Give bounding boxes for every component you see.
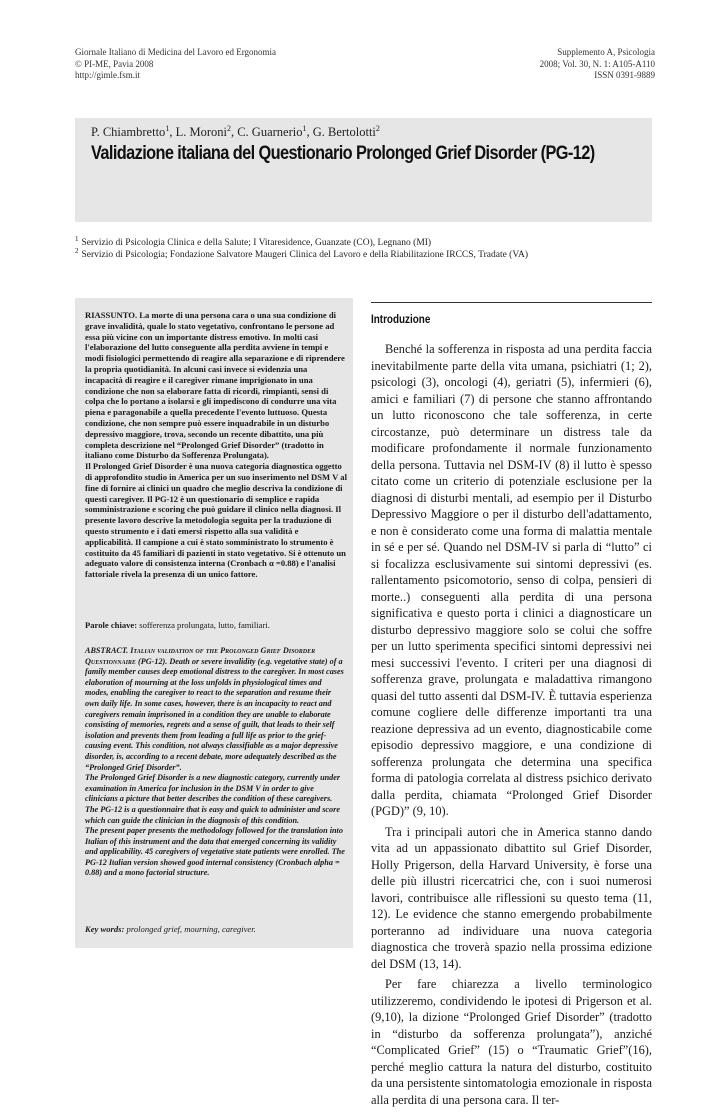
- riassunto-paragraph: RIASSUNTO. La morte di una persona cara o una sua condizione di grave invalidità, quale lo stato vegetativo, confrontano le persone ad essa più vicine con un importante distress emotivo. In molti casi l'elaborazione del lutto conseguente alla perdita avviene in tempi e modi fisiologici permettendo di reagire alla separazione e di riprendere la propria quotidianità. In alcuni casi invece si evidenzia una incapacità di reagire e il caregiver rimane imprigionato in una condizione che non sa elaborare fatta di ricordi, rimpianti, sensi di colpa che lo portano a isolarsi e gli impediscono di condurre una vita piena e paragonabile a quella precedente l'evento luttuoso. Questa condizione, che non sempre può essere inquadrabile in un disturbo depressivo maggiore, trova, secondo un recente dibattito, una più completa descrizione nel “Prolonged Grief Disorder” (tradotto in italiano come Disturbo da Sofferenza Prolungata).: [85, 310, 345, 461]
- journal-url: http://gimle.fsm.it: [75, 70, 140, 80]
- author-name: , C. Guarnerio: [230, 125, 303, 140]
- paper-title: Validazione italiana del Questionario Prolonged Grief Disorder (PG-12): [91, 143, 595, 164]
- affiliation-number: 1: [75, 235, 79, 243]
- issue-issn: ISSN 0391-9889: [594, 70, 655, 80]
- abstract-english: [85, 646, 347, 879]
- author-affil-ref: 2: [226, 124, 231, 133]
- abstract-label: ABSTRACT.: [85, 646, 129, 655]
- key-words: [85, 924, 347, 935]
- key-words-label: Key words:: [85, 924, 125, 934]
- abstract-title: Italian validation of the Prolonged Grief Disorder Questionnaire: [85, 646, 316, 666]
- parole-chiave-label: Parole chiave:: [85, 620, 138, 630]
- abstract-paragraph: The present paper presents the methodology followed for the translation into Italian of this instrument and the data that emerged concerning its validity and applicability. 45 caregivers of vegetative state patients were enrolled. The PG-12 Italian version showed good internal consistency (Cronbach alpha = 0.88) and a mono factorial structure.: [85, 826, 345, 878]
- author-affil-ref: 1: [165, 124, 170, 133]
- section-heading: Introduzione: [371, 314, 431, 326]
- title-block: [75, 118, 652, 222]
- issue-header: [540, 47, 655, 82]
- author-affil-ref: 1: [302, 124, 307, 133]
- issue-supplement: Supplemento A, Psicologia: [557, 47, 655, 57]
- parole-chiave-text: sofferenza prolungata, lutto, familiari.: [137, 620, 270, 630]
- author-name: , G. Bertolotti: [306, 125, 376, 140]
- abstract-title-suffix: (PG-12).: [135, 656, 168, 666]
- body-paragraph: Benché la sofferenza in risposta ad una perdita faccia inevitabilmente parte della vita umana, psichiatri (1; 2), psicologi (3), oncologi (4), geriatri (5), infermieri (6), amici e familiari (7) di persone che stanno affrontando un lutto riconoscono che tale sofferenza, in certe circostanze, può determinare un distress tale da modificare profondamente il normale funzionamento della persona. Tuttavia nel DSM-IV (8) il lutto è spesso citato come un criterio di potenziale esclusione per la diagnosi di disturbi mentali, ad esempio per il Disturbo Depressivo Maggiore o per il disturbo dell'adattamento, e non è considerato come una forma di malattia mentale in sé e per sé. Quando nel DSM-IV si parla di “lutto” ci si focalizza esclusivamente sui sintomi depressivi (es. rallentamento psicomotorio, senso di colpa, pensieri di morte..) conseguenti alla perdita di una persona significativa e questo porta i clinici a diagnosticare un disturbo depressivo maggiore solo se colui che soffre per un lutto sperimenta specifici sintomi depressivi nei mesi successivi l'evento. I criteri per una diagnosi di sofferenza grave, prolungata e maladattiva rimangono quasi del tutto assenti dal DSM-IV. È tuttavia esperienza comune cogliere delle differenze importanti tra una reazione depressiva ad un evento, diagnosticabile come episodio depressivo maggiore, e una condizione di sofferenza prolungata che determina una specifica forma di patologia correlata al distress psichico derivato dalla perdita, chiamata “Prolonged Grief Disorder (PGD)” (9, 10).: [371, 342, 652, 818]
- author-name: , L. Moroni: [169, 125, 227, 140]
- affiliation-text: Servizio di Psicologia; Fondazione Salvatore Maugeri Clinica del Lavoro e della Riabilitazione IRCCS, Tradate (VA): [81, 250, 528, 261]
- key-words-text: prolonged grief, mourning, caregiver.: [124, 924, 256, 934]
- issue-volume: 2008; Vol. 30, N. 1: A105-A110: [539, 58, 655, 69]
- riassunto: [85, 310, 347, 580]
- body-paragraph: Per fare chiarezza a livello terminologico utilizzeremo, condividendo le ipotesi di Prigerson et al. (9,10), la dizione “Prolonged Grief Disorder” (tradotto in “disturbo da sofferenza prolungata”), anziché “Complicated Grief” (15) o “Traumatic Grief”(16), perché meglio cattura la natura del disturbo, costituito da una persistente sintomatologia emozionale in risposta alla perdita di una persona cara. Il ter-: [371, 977, 652, 1107]
- abstract-box: [75, 298, 353, 948]
- riassunto-paragraph: Il Prolonged Grief Disorder è una nuova categoria diagnostica oggetto di approfondito studio in America per un suo inserimento nel DSM V al fine di fornire ai clinici un quadro che meglio descriva la condizione di questi caregiver. Il PG-12 è un questionario di semplice e rapida somministrazione e scoring che può guidare il clinico nella diagnosi. Il presente lavoro descrive la metodologia seguita per la traduzione di questo strumento e i dati emersi rispetto alla sua validità e applicabilità. Il campione a cui è stato somministrato lo strumento è costituito da 45 familiari di pazienti in stato vegetativo. Si è ottenuto un adeguato valore di consistenza interna (Cronbach α =0.88) e l'analisi fattoriale rivela la presenza di un unico fattore.: [85, 461, 347, 580]
- abstract-paragraph: The Prolonged Grief Disorder is a new diagnostic category, currently under examination in America for inclusion in the DSM V in order to give clinicians a picture that better describes the condition of these caregivers. The PG-12 is a questionnaire that is easy and quick to administer and score which can guide the clinician in the diagnosis of this condition.: [85, 773, 341, 825]
- journal-name: Giornale Italiano di Medicina del Lavoro ed Ergonomia: [75, 47, 277, 57]
- journal-copyright: © PI-ME, Pavia 2008: [75, 58, 154, 69]
- author-affil-ref: 2: [375, 124, 380, 133]
- author-list: [91, 124, 380, 140]
- affiliation-number: 2: [75, 247, 79, 255]
- author-name: P. Chiambretto: [91, 125, 166, 140]
- journal-header: [75, 47, 276, 82]
- affiliation-text: Servizio di Psicologia Clinica e della Salute; I Vitaresidence, Guanzate (CO), Legnano (MI): [81, 238, 432, 249]
- abstract-paragraph: Death or severe invalidity (e.g. vegetative state) of a family member causes deep emotional distress to the caregiver. In most cases elaboration of mourning at the loss unfolds in physiological times and modes, enabling the caregiver to react to the separation and resume their own daily life. In some cases, however, there is an incapacity to react and caregivers remain imprisoned in a condition they are unable to elaborate consisting of memories, regrets and a sense of guilt, that leads to their self isolation and prevents them from leading a full life as prior to the grief-causing event. This condition, not always classifiable as a major depressive disorder, is, according to a recent debate, more adequately described as the “Prolonged Grief Disorder”.: [85, 656, 344, 772]
- affiliation: [75, 245, 655, 261]
- section-divider: [371, 302, 652, 303]
- body-paragraph: Tra i principali autori che in America stanno dando vita ad un appassionato dibattito sul Grief Disorder, Holly Prigerson, della Harvard University, è forse una delle più illustri ricercatrici che, con i suoi numerosi lavori, contribuisce alle riflessioni su questo tema (11, 12). Le evidence che stanno emergendo probabilmente porteranno ad individuare una nuova categoria diagnostica che troverà spazio nella prossima edizione del DSM (13, 14).: [371, 824, 652, 971]
- introduction-body: [371, 341, 652, 1112]
- parole-chiave: [85, 620, 347, 631]
